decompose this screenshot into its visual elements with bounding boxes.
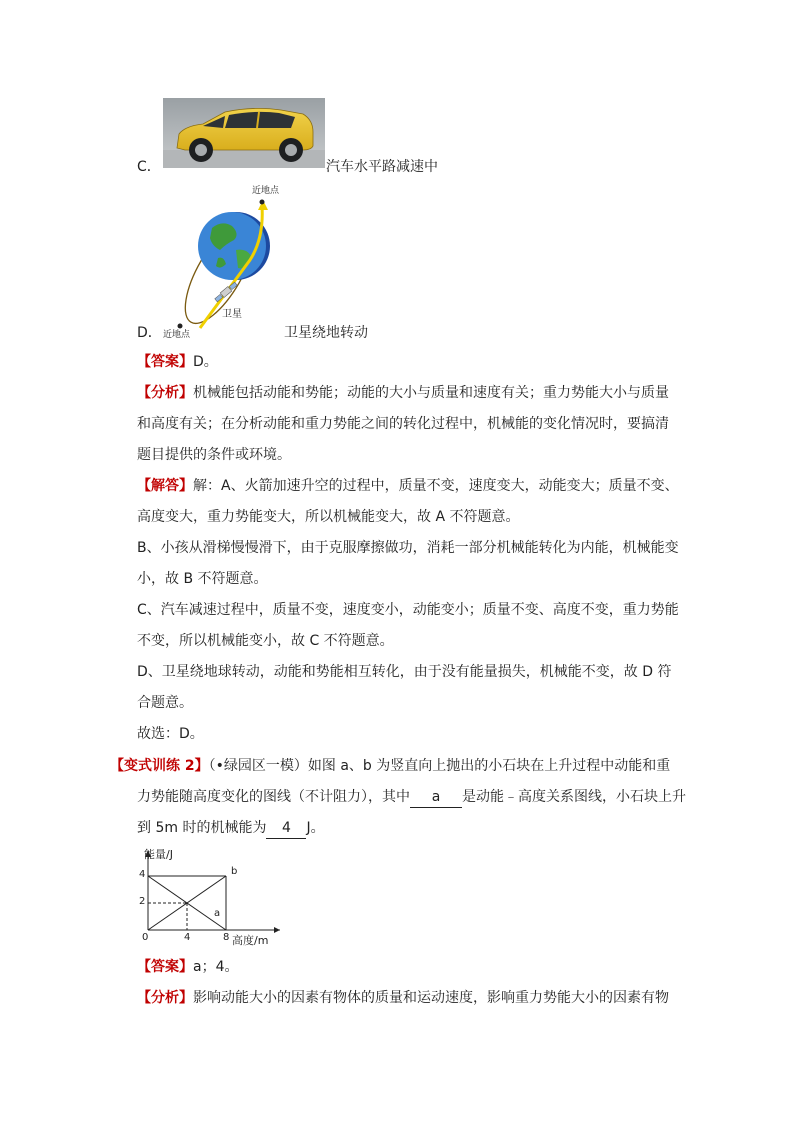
solution-1-line-1 xyxy=(137,476,679,496)
problem-2-text-1: （•绿园区一模）如图 a、b 为竖直向上抛出的小石块在上升过程中动能和重 xyxy=(208,758,671,774)
solution-1-line-4: 小，故 B 不符题意。 xyxy=(137,571,268,587)
answer-1 xyxy=(137,352,218,372)
problem-2-line-3 xyxy=(137,818,325,839)
analysis-2-line-1 xyxy=(137,988,669,1008)
answer-1-text: D。 xyxy=(193,354,218,370)
answer-2-bracket: 【答案】 xyxy=(137,959,193,975)
solution-1-line-2: 高度变大，重力势能变大，所以机械能变大，故 A 不符题意。 xyxy=(137,509,520,525)
answer-1-bracket: 【答案】 xyxy=(137,354,193,370)
label-b: b xyxy=(231,866,238,877)
problem-2-text-3b: J。 xyxy=(306,820,325,836)
solution-1-line-5: C、汽车减速过程中，质量不变，速度变小，动能变小；质量不变、高度不变，重力势能 xyxy=(137,602,679,618)
answer-2 xyxy=(137,957,239,977)
blank-2: 4 xyxy=(266,818,306,839)
y-tick-2: 2 xyxy=(139,896,146,907)
solution-1-line-8: 合题意。 xyxy=(137,695,193,711)
option-c-letter: C． xyxy=(137,159,161,175)
energy-height-graph xyxy=(130,846,290,950)
perigee-label-bottom: 近地点 xyxy=(163,330,191,340)
y-tick-4: 4 xyxy=(139,869,146,880)
analysis-1-bracket: 【分析】 xyxy=(137,385,193,401)
analysis-1-line-1 xyxy=(137,383,669,403)
solution-1-bracket: 【解答】 xyxy=(137,478,193,494)
problem-2-text-3a: 到 5m 时的机械能为 xyxy=(137,820,267,836)
origin-label: 0 xyxy=(142,932,149,943)
problem-2-bracket: 【变式训练 2】 xyxy=(110,758,209,774)
x-tick-4: 4 xyxy=(184,932,191,943)
analysis-1-line-2: 和高度有关；在分析动能和重力势能之间的转化过程中，机械能的变化情况时，要搞清 xyxy=(137,416,669,432)
satellite-label: 卫星 xyxy=(222,309,242,320)
problem-2-text-2a: 力势能随高度变化的图线（不计阻力），其中 xyxy=(137,789,410,805)
perigee-label-top: 近地点 xyxy=(252,186,280,196)
x-tick-8: 8 xyxy=(223,932,230,943)
label-a: a xyxy=(214,908,221,919)
analysis-1-text-1: 机械能包括动能和势能；动能的大小与质量和速度有关；重力势能大小与质量 xyxy=(193,385,669,401)
problem-2-line-1 xyxy=(110,756,670,776)
option-c-caption: 汽车水平路减速中 xyxy=(326,159,438,175)
option-d-letter: D． xyxy=(137,325,162,341)
problem-2-text-2b: 是动能﹣高度关系图线，小石块上升 xyxy=(462,789,686,805)
solution-1-line-9: 故选：D。 xyxy=(137,726,204,742)
solution-1-line-3: B、小孩从滑梯慢慢滑下，由于克服摩擦做功，消耗一部分机械能转化为内能，机械能变 xyxy=(137,540,679,556)
solution-1-line-7: D、卫星绕地球转动，动能和势能相互转化，由于没有能量损失，机械能不变，故 D 符 xyxy=(137,664,672,680)
blank-1: a xyxy=(410,787,462,808)
car-photo xyxy=(163,98,325,168)
x-axis-label: 高度/m xyxy=(232,934,269,947)
problem-2-line-2 xyxy=(137,787,686,808)
y-axis-label: 能量/J xyxy=(144,848,173,861)
answer-2-text: a；4。 xyxy=(193,959,239,975)
analysis-2-bracket: 【分析】 xyxy=(137,990,193,1006)
option-d-caption: 卫星绕地转动 xyxy=(284,325,368,341)
analysis-1-line-3: 题目提供的条件或环境。 xyxy=(137,447,291,463)
analysis-2-text-1: 影响动能大小的因素有物体的质量和运动速度，影响重力势能大小的因素有物 xyxy=(193,990,669,1006)
solution-1-line-6: 不变，所以机械能变小，故 C 不符题意。 xyxy=(137,633,394,649)
solution-1-text-1: 解：A、火箭加速升空的过程中，质量不变，速度变大，动能变大；质量不变、 xyxy=(193,478,679,494)
x-axis-arrow xyxy=(274,927,280,933)
